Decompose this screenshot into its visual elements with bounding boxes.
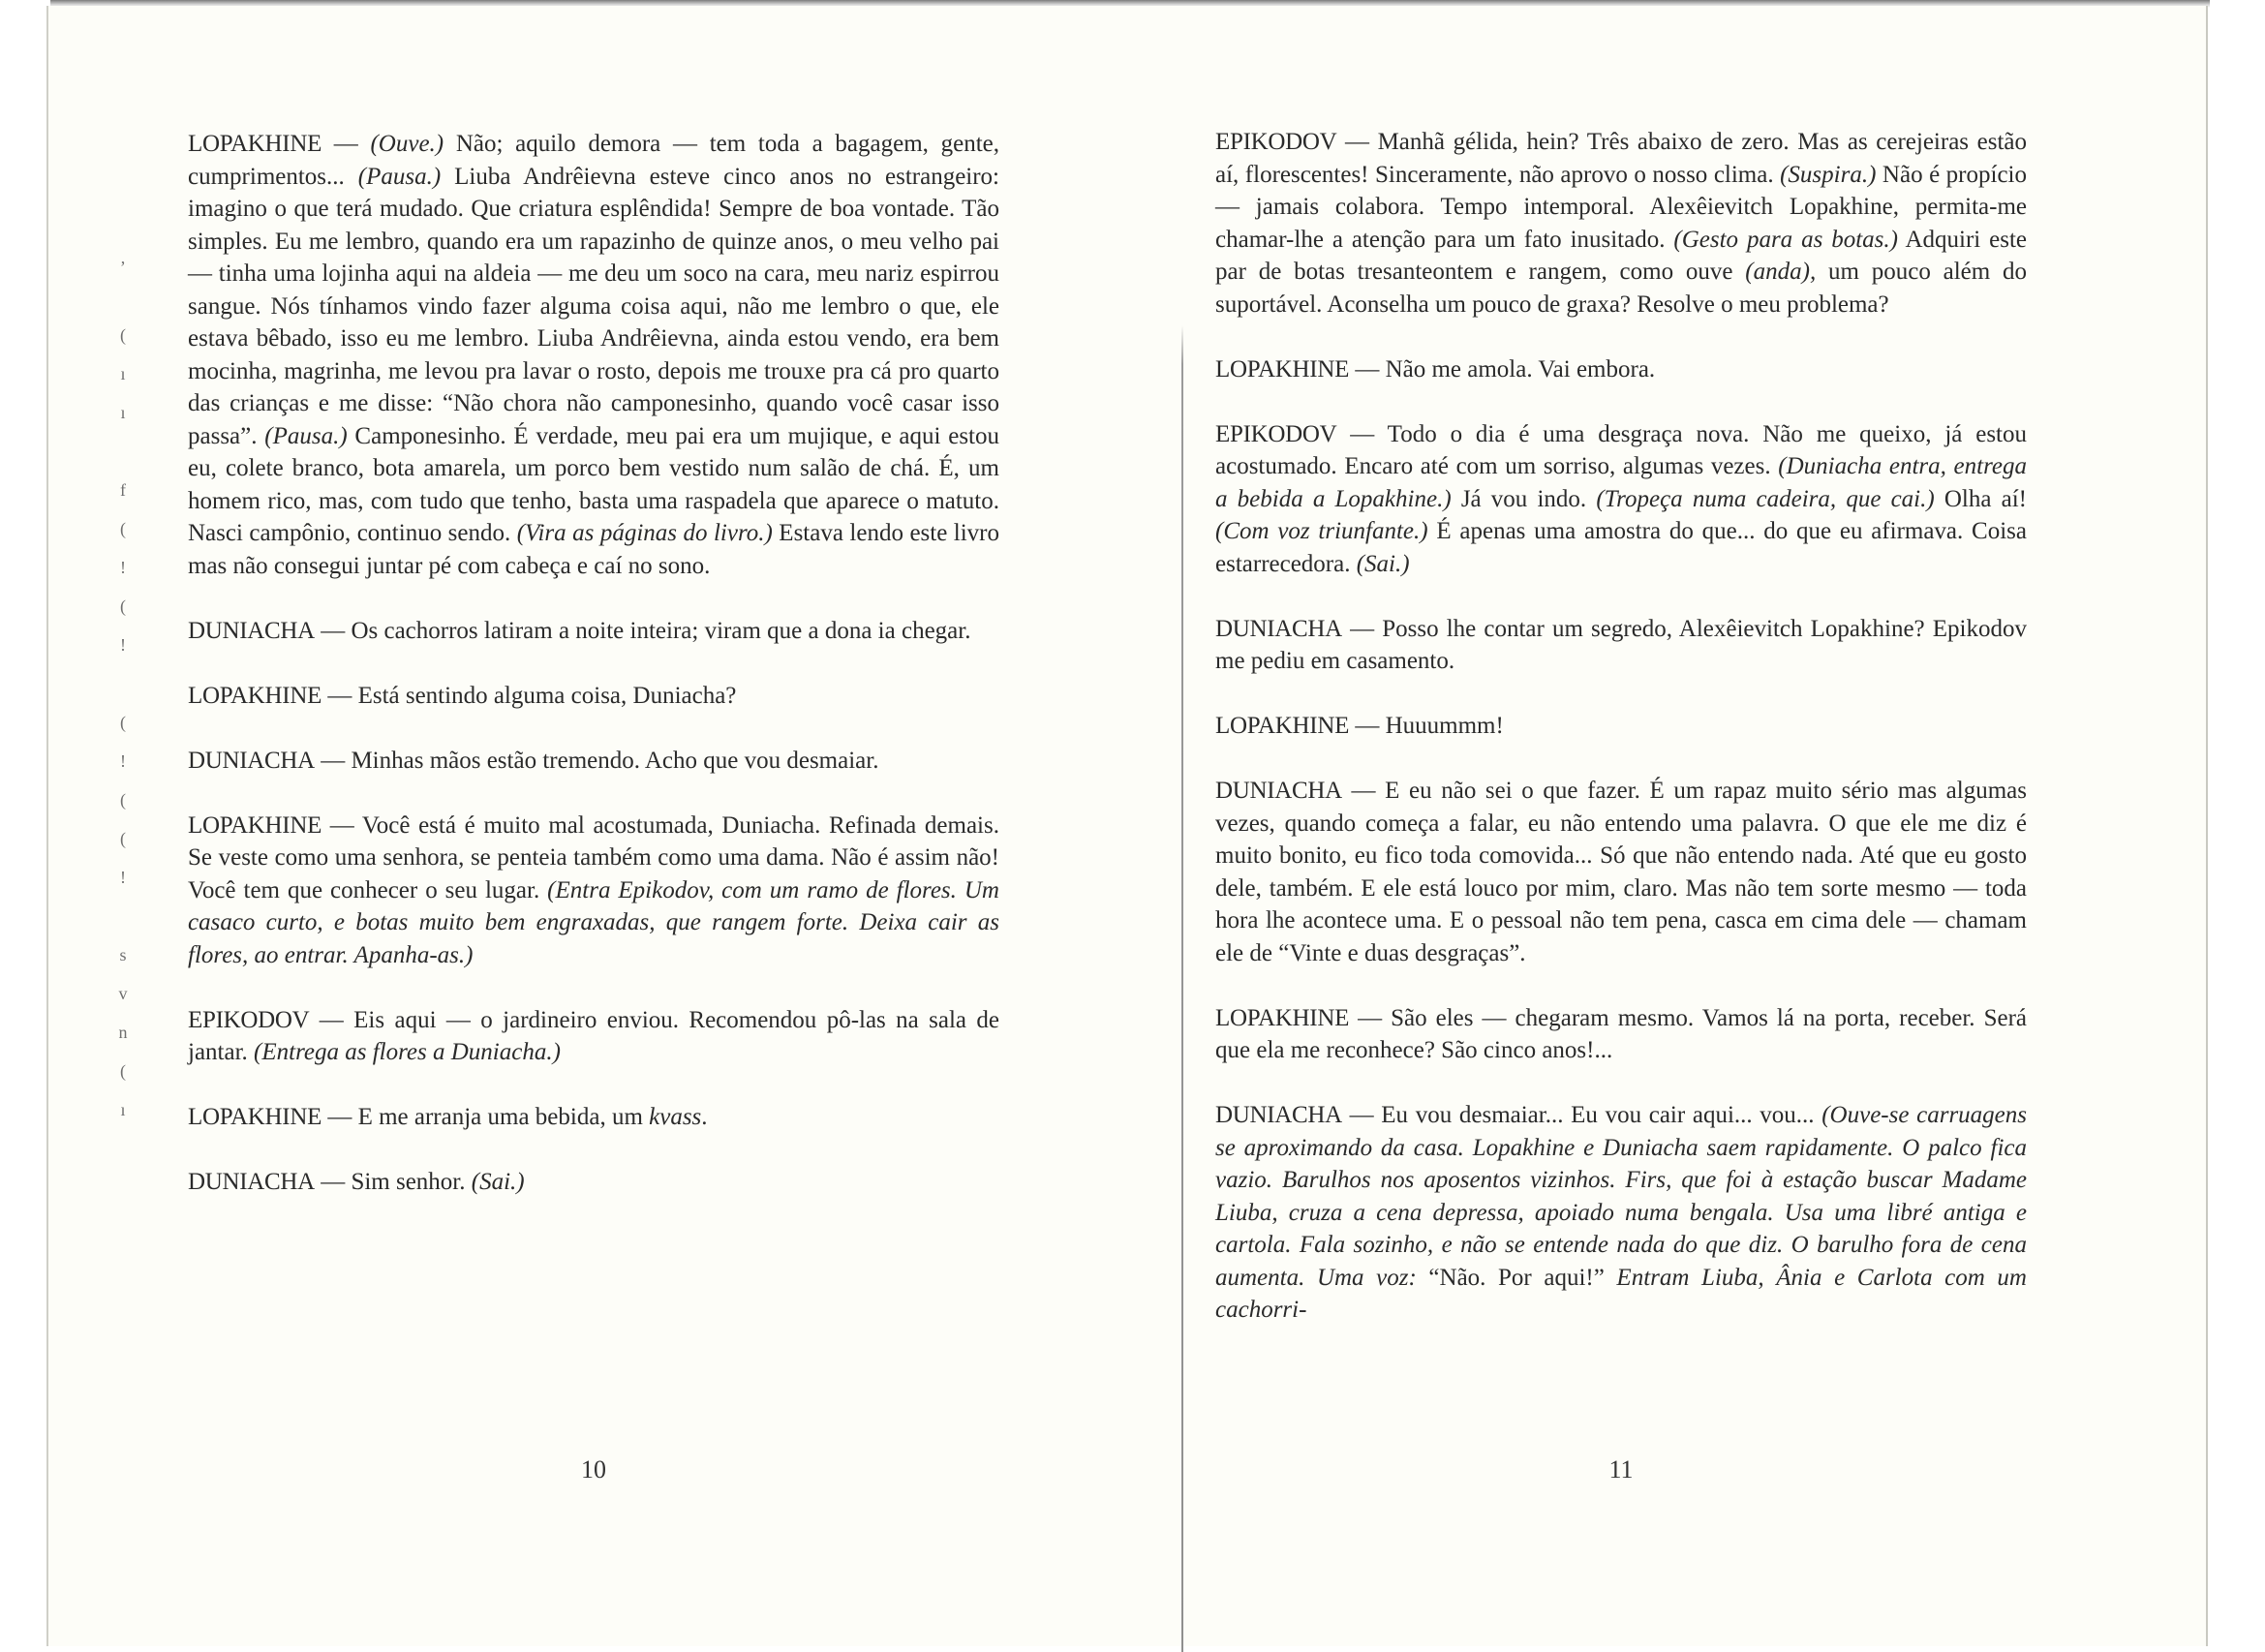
stage-direction: (anda),: [1745, 259, 1817, 285]
dialogue-text: Está sentindo alguma coisa, Duniacha?: [357, 682, 737, 709]
stage-direction: (Entra Epikodov, com um ramo de flores. Um casaco curto, e botas muito bem engraxadas, que rangem forte. Deixa cair as flores, ao entrar. Apanha-as.): [188, 876, 999, 968]
page-edge: [2206, 6, 2208, 1646]
stage-direction: (Tropeça numa cadeira, que cai.): [1596, 485, 1935, 512]
dialogue-paragraph: LOPAKHINE — Huuummm!: [1215, 713, 1504, 739]
stage-direction: (Duniacha entra, entrega a bebida a Lopakhine.): [1215, 453, 2027, 512]
dialogue-text: É apenas uma amostra do que... do que eu afirmava. Coisa estarrecedora.: [1215, 518, 2027, 577]
speaker-name: DUNIACHA: [1215, 778, 1342, 804]
dialogue-paragraph: DUNIACHA — Minhas mãos estão tremendo. Acho que vou desmaiar.: [188, 747, 879, 774]
dialogue-text: Sim senhor.: [351, 1169, 472, 1195]
dialogue-paragraph: DUNIACHA — Sim senhor. (Sai.): [188, 1169, 525, 1195]
speaker-name: LOPAKHINE: [188, 131, 322, 157]
dialogue-text: Manhã gélida, hein? Três abaixo de zero. Mas as cerejeiras estão aí, florescentes! Sinceramente, não aprovo o nosso clima.: [1215, 129, 2027, 188]
dialogue-paragraph: DUNIACHA — Eu vou desmaiar... Eu vou cair aqui... vou... (Ouve-se carruagens se aproximando da casa. Lopakhine e Duniacha saem rapidamente. O palco fica vazio. Barulhos nos aposentos vizinhos. Firs, que foi à estação buscar Madame Liuba, cruza a cena depressa, apoiado numa bengala. Usa uma libré antiga e cartola. Fala sozinho, e não se entende nada do que diz. O barulho fora de cena aumenta. Uma voz: “Não. Por aqui!” Entram Liuba, Ânia e Carlota com um cachorri-: [1215, 1102, 2027, 1323]
stage-direction: (Ouve.): [370, 131, 444, 157]
dialogue-text: Estava lendo este livro mas não consegui juntar pé com cabeça e caí no sono.: [188, 520, 999, 579]
dialogue-text: São eles — chegaram mesmo. Vamos lá na porta, receber. Será que ela me reconhece? São cinco anos!...: [1215, 1004, 2027, 1063]
right-page-text: [1215, 0, 2027, 1327]
dialogue-paragraph: LOPAKHINE — (Ouve.) Não; aquilo demora — tem toda a bagagem, gente, cumprimentos... (Pausa.) Liuba Andrêievna esteve cinco anos no estrangeiro: imagino o que terá mudado. Que criatura esplêndida! Sempre de boa vontade. Tão simples. Eu me lembro, quando era um rapazinho de quinze anos, o meu velho pai — tinha uma lojinha aqui na aldeia — me deu um soco na cara, meu nariz espirrou sangue. Nós tínhamos vindo fazer alguma coisa aqui, não me lembro o que, ele estava bêbado, isso eu me lembro. Liuba Andrêievna, ainda estou vendo, era bem mocinha, magrinha, me levou pra lavar o rosto, depois me trouxe pra cá pro quarto das crianças e me disse: “Não chora não camponesinho, quando você casar isso passa”. (Pausa.) Camponesinho. É verdade, meu pai era um mujique, e aqui estou eu, colete branco, bota amarela, um porco bem vestido num salão de chá. É, um homem rico, mas, com tudo que tenho, basta uma raspadela que aparece o matuto. Nasci campônio, continuo sendo. (Vira as páginas do livro.) Estava lendo este livro mas não consegui juntar pé com cabeça e caí no sono.: [188, 131, 1000, 579]
stage-direction: (Gesto para as botas.): [1673, 226, 1898, 253]
dialogue-text: .: [701, 1104, 708, 1130]
dialogue-text: Liuba Andrêievna esteve cinco anos no estrangeiro: imagino o que terá mudado. Que criatura esplêndida! Sempre de boa vontade. Tão simples. Eu me lembro, quando era um rapazinho de quinze anos, o meu velho pai — tinha uma lojinha aqui na aldeia — me deu um soco na cara, meu nariz espirrou sangue. Nós tínhamos vindo fazer alguma coisa aqui, não me lembro o que, ele estava bêbado, isso eu me lembro. Liuba Andrêievna, ainda estou vendo, era bem mocinha, magrinha, me levou pra lavar o rosto, depois me trouxe pra cá pro quarto das crianças e me disse: “Não chora não camponesinho, quando você casar isso passa”.: [188, 163, 1000, 449]
speaker-name: LOPAKHINE: [188, 811, 322, 839]
margin-bleed-marks: , ( ı ı f ( ! ( ! ( ! ( ( ! s v n ( ı: [118, 248, 128, 1119]
stage-direction: (Suspira.): [1780, 161, 1877, 188]
stage-direction: (Pausa.): [264, 422, 348, 449]
dialogue-text: Os cachorros latiram a noite inteira; viram que a dona ia chegar.: [351, 617, 971, 644]
book-gutter: [1181, 325, 1183, 1652]
dialogue-text: Todo o dia é uma desgraça nova. Não me queixo, já estou acostumado. Encaro até com um sorriso, algumas vezes.: [1215, 420, 2027, 479]
dialogue-text: Huuummm!: [1385, 713, 1504, 739]
dialogue-text: Minhas mãos estão tremendo. Acho que vou desmaiar.: [351, 747, 879, 774]
speaker-name: LOPAKHINE: [188, 682, 322, 709]
dialogue-text: Não é propício — jamais colabora. Tempo intemporal. Alexêievitch Lopakhine, permita-me chamar-lhe a atenção para um fato inusitado.: [1215, 161, 2027, 253]
stage-direction: (Vira as páginas do livro.): [516, 520, 773, 546]
dialogue-text: Não me amola. Vai embora.: [1385, 355, 1656, 382]
speaker-name: LOPAKHINE: [1215, 1004, 1350, 1031]
dialogue-paragraph: DUNIACHA — Posso lhe contar um segredo, Alexêievitch Lopakhine? Epikodov me pediu em casamento.: [1215, 615, 2028, 674]
speaker-name: LOPAKHINE: [1215, 355, 1350, 382]
page-number: 10: [581, 1455, 606, 1484]
speaker-name: DUNIACHA: [1215, 615, 1342, 642]
dialogue-text: Eis aqui — o jardineiro enviou. Recomendou pô-las na sala de jantar.: [188, 1006, 999, 1065]
dialogue-text: E eu não sei o que fazer. É um rapaz muito sério mas algumas vezes, quando começa a falar, eu não entendo uma palavra. O que ele me diz é muito bonito, eu fico toda comovida... Só que não entendo nada. Até que eu gosto dele, também. E ele está louco por mim, claro. Mas não tem sorte mesmo — toda hora lhe acontece uma. E o pessoal não tem pena, casca em cima dele — chamam ele de “Vinte e duas desgraças”.: [1215, 778, 2027, 966]
dialogue-text: Você está é muito mal acostumada, Duniacha. Refinada demais. Se veste como uma senhora, se penteia também como uma dama. Não é assim não! Você tem que conhecer o seu lugar.: [188, 811, 999, 903]
speaker-name: LOPAKHINE: [1215, 713, 1350, 739]
dialogue-text: “Não. Por aqui!”: [1428, 1264, 1605, 1291]
dialogue-paragraph: EPIKODOV — Eis aqui — o jardineiro enviou. Recomendou pô-las na sala de jantar. (Entrega as flores a Duniacha.): [188, 1006, 999, 1065]
left-page: [188, 0, 999, 1549]
dialogue-text: Camponesinho. É verdade, meu pai era um mujique, e aqui estou eu, colete branco, bota amarela, um porco bem vestido num salão de chá. É, um homem rico, mas, com tudo que tenho, basta uma raspadela que aparece o matuto. Nasci campônio, continuo sendo.: [188, 422, 1000, 546]
page-number: 11: [1608, 1455, 1634, 1484]
dialogue-paragraph: LOPAKHINE — Não me amola. Vai embora.: [1215, 355, 1656, 382]
left-page-text: [188, 0, 999, 1199]
stage-direction: (Com voz triunfante.): [1215, 518, 1428, 544]
dialogue-paragraph: DUNIACHA — Os cachorros latiram a noite inteira; viram que a dona ia chegar.: [188, 617, 971, 644]
dialogue-text: Adquiri este par de botas tresanteontem e rangem, como ouve: [1215, 226, 2028, 285]
dialogue-paragraph: LOPAKHINE — São eles — chegaram mesmo. Vamos lá na porta, receber. Será que ela me reconhece? São cinco anos!...: [1215, 1004, 2027, 1063]
speaker-name: DUNIACHA: [188, 747, 315, 774]
dialogue-paragraph: LOPAKHINE — Você está é muito mal acostumada, Duniacha. Refinada demais. Se veste como uma senhora, se penteia também como uma dama. Não é assim não! Você tem que conhecer o seu lugar. (Entra Epikodov, com um ramo de flores. Um casaco curto, e botas muito bem engraxadas, que rangem forte. Deixa cair as flores, ao entrar. Apanha-as.): [188, 811, 999, 968]
right-page: [1215, 0, 2027, 1549]
dialogue-paragraph: EPIKODOV — Manhã gélida, hein? Três abaixo de zero. Mas as cerejeiras estão aí, florescentes! Sinceramente, não aprovo o nosso clima. (Suspira.) Não é propício — jamais colabora. Tempo intemporal. Alexêievitch Lopakhine, permita-me chamar-lhe a atenção para um fato inusitado. (Gesto para as botas.) Adquiri este par de botas tresanteontem e rangem, como ouve (anda), um pouco além do suportável. Aconselha um pouco de graxa? Resolve o meu problema?: [1215, 129, 2028, 318]
speaker-name: EPIKODOV: [1215, 129, 1337, 155]
dialogue-text: Olha aí!: [1934, 485, 2027, 512]
stage-direction: (Ouve-se carruagens se aproximando da casa. Lopakhine e Duniacha saem rapidamente. O palco fica vazio. Barulhos nos aposentos vizinhos. Firs, que foi à estação buscar Madame Liuba, cruza a cena depressa, apoiado numa bengala. Usa uma libré antiga e cartola. Fala sozinho, e não se entende nada do que diz. O barulho fora de cena aumenta. Uma voz:: [1215, 1102, 2027, 1291]
stage-direction: (Sai.): [1356, 550, 1410, 577]
speaker-name: DUNIACHA: [1215, 1102, 1342, 1128]
dialogue-text: um pouco além do suportável. Aconselha um pouco de graxa? Resolve o meu problema?: [1215, 259, 2027, 318]
stage-direction: (Entrega as flores a Duniacha.): [254, 1039, 561, 1065]
stage-direction: (Sai.): [471, 1169, 525, 1195]
speaker-name: LOPAKHINE: [188, 1104, 322, 1130]
dialogue-text: Eu vou desmaiar... Eu vou cair aqui... vou...: [1381, 1102, 1822, 1128]
speaker-name: EPIKODOV: [188, 1006, 310, 1033]
stage-direction: (Pausa.): [357, 163, 442, 190]
speaker-name: DUNIACHA: [188, 1169, 315, 1195]
dialogue-paragraph: LOPAKHINE — E me arranja uma bebida, um kvass.: [188, 1104, 708, 1130]
dialogue-text: E me arranja uma bebida, um: [357, 1104, 650, 1130]
speaker-name: DUNIACHA: [188, 617, 315, 644]
speaker-name: EPIKODOV: [1215, 420, 1337, 447]
stage-direction: Entram Liuba, Ânia e Carlota com um cachorri-: [1215, 1264, 2027, 1323]
dialogue-text: Não; aquilo demora — tem toda a bagagem, gente, cumprimentos...: [188, 131, 999, 190]
dialogue-paragraph: EPIKODOV — Todo o dia é uma desgraça nova. Não me queixo, já estou acostumado. Encaro até com um sorriso, algumas vezes. (Duniacha entra, entrega a bebida a Lopakhine.) Já vou indo. (Tropeça numa cadeira, que cai.) Olha aí! (Com voz triunfante.) É apenas uma amostra do que... do que eu afirmava. Coisa estarrecedora. (Sai.): [1215, 420, 2027, 577]
dialogue-paragraph: DUNIACHA — E eu não sei o que fazer. É um rapaz muito sério mas algumas vezes, quando começa a falar, eu não entendo uma palavra. O que ele me diz é muito bonito, eu fico toda comovida... Só que não entendo nada. Até que eu gosto dele, também. E ele está louco por mim, claro. Mas não tem sorte mesmo — toda hora lhe acontece uma. E o pessoal não tem pena, casca em cima dele — chamam ele de “Vinte e duas desgraças”.: [1215, 778, 2027, 966]
stage-direction: kvass: [649, 1104, 702, 1130]
dialogue-text: Já vou indo.: [1451, 485, 1597, 512]
dialogue-text: Posso lhe contar um segredo, Alexêievitch Lopakhine? Epikodov me pediu em casamento.: [1215, 615, 2028, 674]
dialogue-paragraph: LOPAKHINE — Está sentindo alguma coisa, Duniacha?: [188, 682, 737, 709]
